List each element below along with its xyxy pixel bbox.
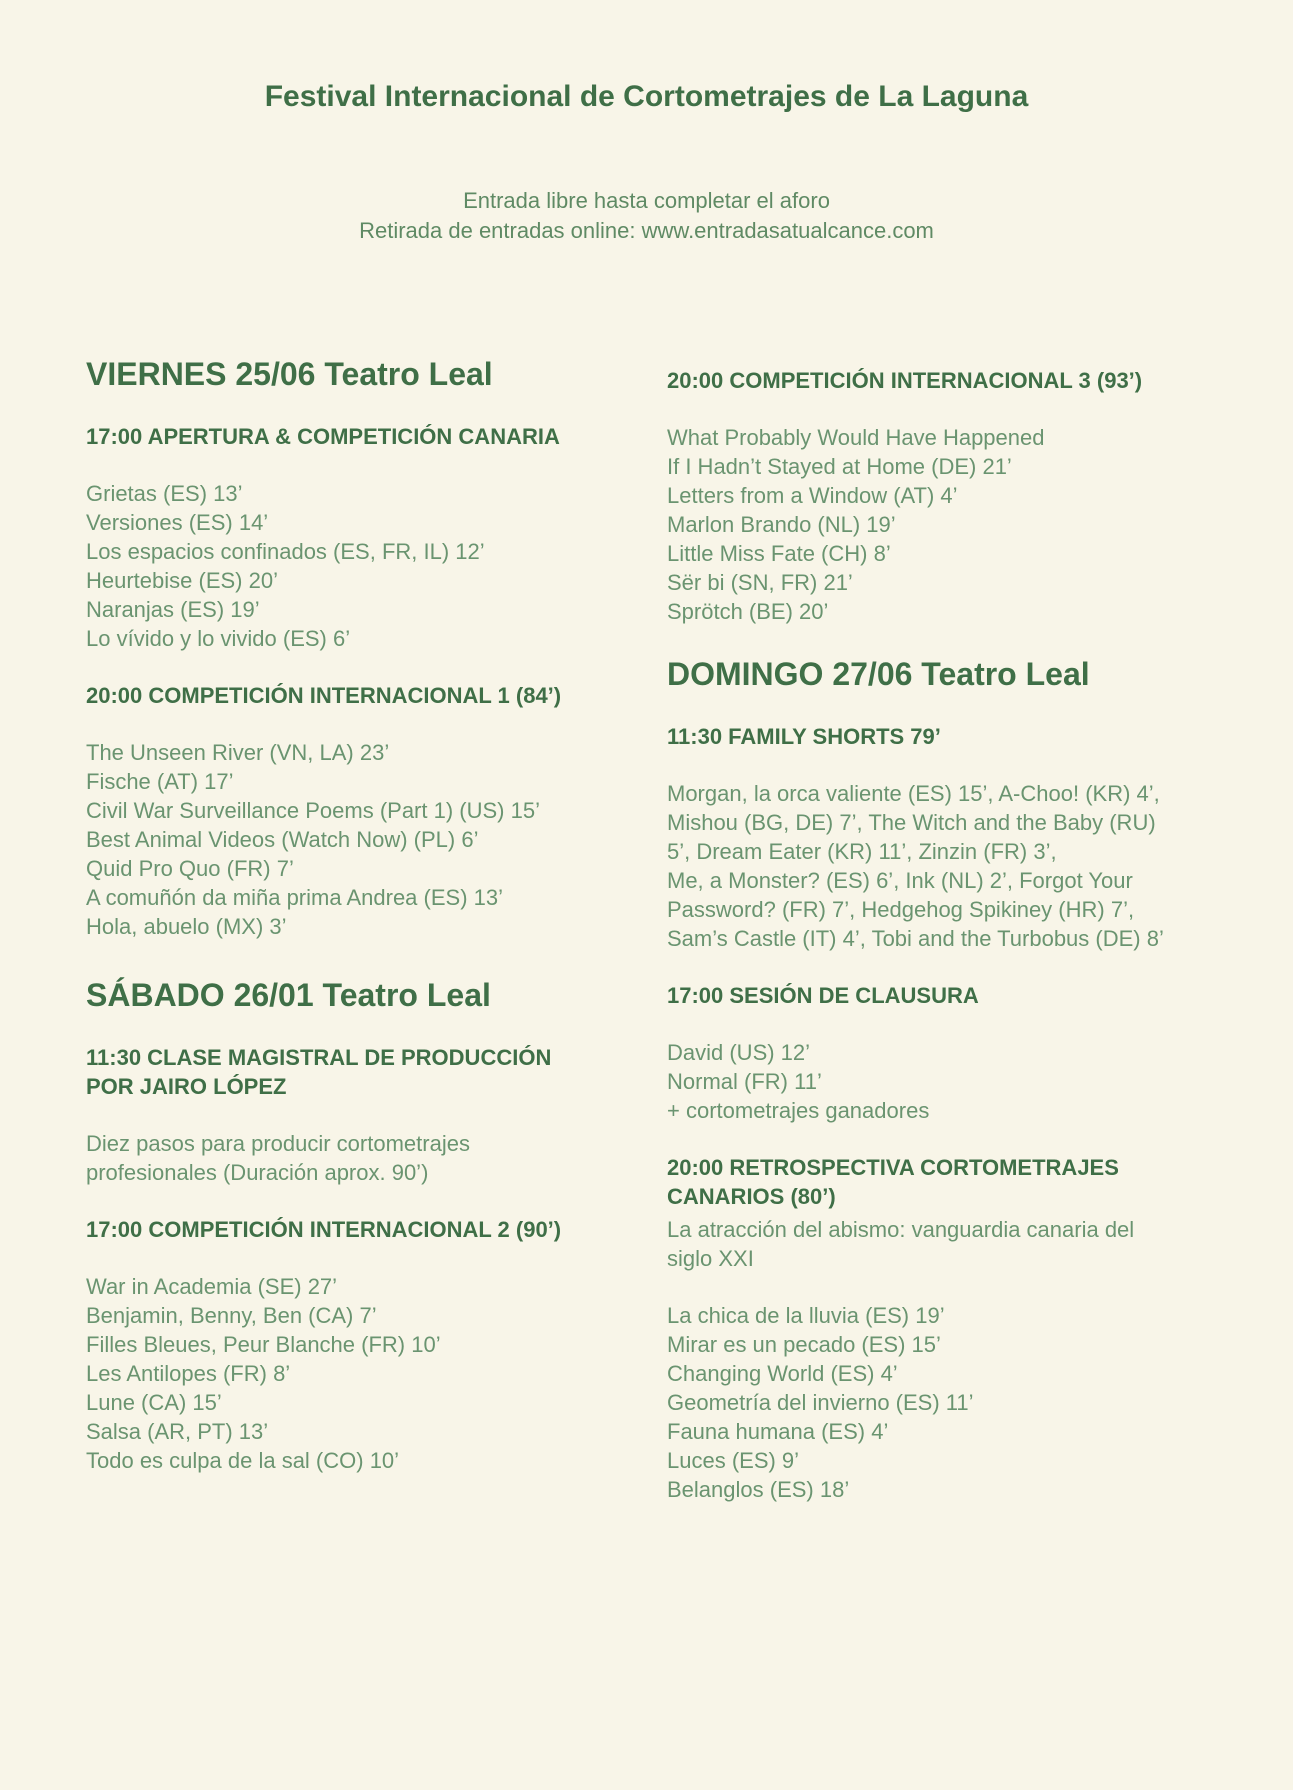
session-title: 17:00 SESIÓN DE CLAUSURA bbox=[667, 983, 979, 1008]
film-item: Luces (ES) 9’ bbox=[667, 1448, 800, 1473]
description-line: Diez pasos para producir cortometrajes bbox=[86, 1131, 470, 1156]
film-list bbox=[86, 1272, 646, 1475]
access-info bbox=[0, 186, 1293, 246]
film-item: Geometría del invierno (ES) 11’ bbox=[667, 1390, 974, 1415]
film-item: Sër bi (SN, FR) 21’ bbox=[667, 570, 853, 595]
film-item: Changing World (ES) 4’ bbox=[667, 1361, 898, 1386]
session-title: 17:00 COMPETICIÓN INTERNACIONAL 2 (90’) bbox=[86, 1217, 562, 1242]
session-title: 20:00 COMPETICIÓN INTERNACIONAL 3 (93’) bbox=[667, 368, 1143, 393]
film-item: Fische (AT) 17’ bbox=[86, 769, 234, 794]
film-item: Letters from a Window (AT) 4’ bbox=[667, 483, 958, 508]
film-item: Marlon Brando (NL) 19’ bbox=[667, 512, 896, 537]
film-list bbox=[86, 479, 646, 653]
film-item: Heurtebise (ES) 20’ bbox=[86, 568, 278, 593]
film-line: Password? (FR) 7’, Hedgehog Spikiney (HR) 7’, bbox=[667, 897, 1135, 922]
film-list bbox=[667, 1301, 1227, 1504]
session-title-line: 11:30 CLASE MAGISTRAL DE PRODUCCIÓN bbox=[86, 1045, 552, 1070]
film-item: Lo vívido y lo vivido (ES) 6’ bbox=[86, 626, 351, 651]
film-item: Civil War Surveillance Poems (Part 1) (US) 15’ bbox=[86, 798, 540, 823]
session-title-line: POR JAIRO LÓPEZ bbox=[86, 1074, 287, 1099]
session-description bbox=[667, 1215, 1227, 1273]
film-item: If I Hadn’t Stayed at Home (DE) 21’ bbox=[667, 454, 1012, 479]
session-title: 17:00 APERTURA & COMPETICIÓN CANARIA bbox=[86, 424, 560, 449]
film-list bbox=[667, 423, 1227, 626]
film-line: Morgan, la orca valiente (ES) 15’, A-Choo! (KR) 4’, bbox=[667, 781, 1160, 806]
tickets-url: Retirada de entradas online: www.entradasatualcance.com bbox=[359, 218, 934, 243]
film-item: Lune (CA) 15’ bbox=[86, 1390, 222, 1415]
page-title: Festival Internacional de Cortometrajes de La Laguna bbox=[264, 80, 1029, 113]
film-item: Naranjas (ES) 19’ bbox=[86, 597, 260, 622]
film-item: Fauna humana (ES) 4’ bbox=[667, 1419, 889, 1444]
film-line: 5’, Dream Eater (KR) 11’, Zinzin (FR) 3’, bbox=[667, 839, 1057, 864]
film-item: Hola, abuelo (MX) 3’ bbox=[86, 914, 287, 939]
film-line: Mishou (BG, DE) 7’, The Witch and the Baby (RU) bbox=[667, 810, 1156, 835]
film-item: Filles Bleues, Peur Blanche (FR) 10’ bbox=[86, 1332, 441, 1357]
film-item: A comuñón da miña prima Andrea (ES) 13’ bbox=[86, 885, 504, 910]
film-item: Grietas (ES) 13’ bbox=[86, 481, 243, 506]
film-item: Salsa (AR, PT) 13’ bbox=[86, 1419, 269, 1444]
description-line: La atracción del abismo: vanguardia canaria del bbox=[667, 1217, 1135, 1242]
description-line: siglo XXI bbox=[667, 1246, 754, 1271]
left-column bbox=[86, 354, 646, 1503]
right-column bbox=[667, 366, 1227, 1532]
film-line: Me, a Monster? (ES) 6’, Ink (NL) 2’, Forgot Your bbox=[667, 868, 1133, 893]
film-list bbox=[667, 779, 1227, 953]
film-item: Normal (FR) 11’ bbox=[667, 1069, 822, 1094]
film-item: What Probably Would Have Happened bbox=[667, 425, 1045, 450]
film-item: Todo es culpa de la sal (CO) 10’ bbox=[86, 1448, 400, 1473]
film-item: Mirar es un pecado (ES) 15’ bbox=[667, 1332, 941, 1357]
film-item: The Unseen River (VN, LA) 23’ bbox=[86, 740, 390, 765]
free-entry-note: Entrada libre hasta completar el aforo bbox=[463, 188, 830, 213]
film-item: Belanglos (ES) 18’ bbox=[667, 1477, 850, 1502]
film-item: Sprötch (BE) 20’ bbox=[667, 599, 829, 624]
film-item: + cortometrajes ganadores bbox=[667, 1098, 930, 1123]
film-item: Los espacios confinados (ES, FR, IL) 12’ bbox=[86, 539, 485, 564]
film-item: Benjamin, Benny, Ben (CA) 7’ bbox=[86, 1303, 377, 1328]
session-title: 11:30 FAMILY SHORTS 79’ bbox=[667, 724, 941, 749]
day-heading-viernes: VIERNES 25/06 Teatro Leal bbox=[86, 356, 493, 392]
film-item: Quid Pro Quo (FR) 7’ bbox=[86, 856, 294, 881]
film-item: Versiones (ES) 14’ bbox=[86, 510, 269, 535]
session-title-line: CANARIOS (80’) bbox=[667, 1184, 836, 1209]
film-item: Little Miss Fate (CH) 8’ bbox=[667, 541, 891, 566]
session-description bbox=[86, 1129, 646, 1187]
film-list bbox=[86, 738, 646, 941]
description-line: profesionales (Duración aprox. 90’) bbox=[86, 1160, 429, 1185]
film-list bbox=[667, 1038, 1227, 1125]
film-item: David (US) 12’ bbox=[667, 1040, 811, 1065]
film-item: Les Antilopes (FR) 8’ bbox=[86, 1361, 291, 1386]
day-heading-domingo: DOMINGO 27/06 Teatro Leal bbox=[667, 656, 1090, 692]
film-item: Best Animal Videos (Watch Now) (PL) 6’ bbox=[86, 827, 479, 852]
session-title-line: 20:00 RETROSPECTIVA CORTOMETRAJES bbox=[667, 1155, 1119, 1180]
day-heading-sabado: SÁBADO 26/01 Teatro Leal bbox=[86, 977, 491, 1013]
session-title bbox=[86, 1043, 646, 1101]
film-line: Sam’s Castle (IT) 4’, Tobi and the Turbobus (DE) 8’ bbox=[667, 926, 1164, 951]
film-item: War in Academia (SE) 27’ bbox=[86, 1274, 338, 1299]
film-item: La chica de la lluvia (ES) 19’ bbox=[667, 1303, 945, 1328]
session-title: 20:00 COMPETICIÓN INTERNACIONAL 1 (84’) bbox=[86, 683, 562, 708]
session-title bbox=[667, 1153, 1227, 1211]
